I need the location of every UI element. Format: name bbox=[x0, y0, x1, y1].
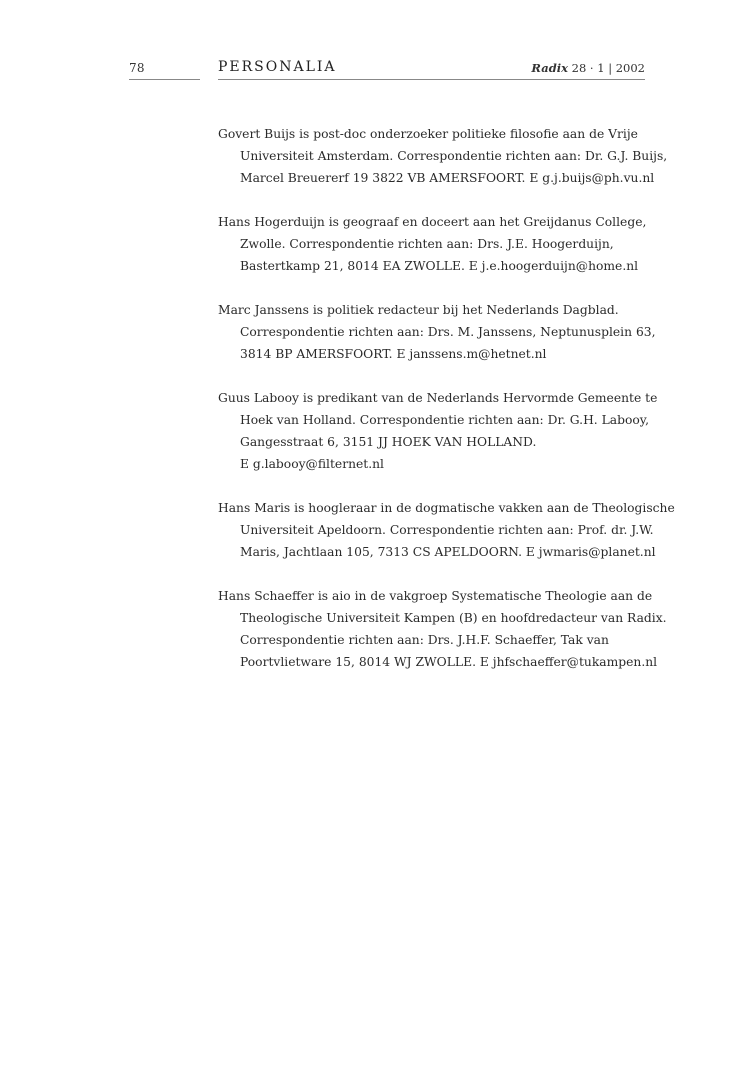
entry-line: Correspondentie richten aan: Drs. J.H.F. Schaeffer, Tak van bbox=[240, 633, 609, 647]
personalia-entry-buijs bbox=[218, 123, 668, 189]
entry-line: Universiteit Apeldoorn. Correspondentie richten aan: Prof. dr. J.W. bbox=[240, 523, 654, 537]
entry-line: Hans Hogerduijn is geograaf en doceert aan het Greijdanus College, bbox=[218, 215, 647, 229]
page-number: 78 bbox=[129, 61, 145, 75]
entry-line: Zwolle. Correspondentie richten aan: Drs. J.E. Hoogerduijn, bbox=[240, 237, 614, 251]
personalia-entry-schaeffer bbox=[218, 585, 667, 673]
personalia-entry-hogerduijn bbox=[218, 211, 648, 277]
journal-reference bbox=[531, 61, 645, 75]
personalia-entry-labooy bbox=[218, 387, 658, 475]
entry-line: Maris, Jachtlaan 105, 7313 CS APELDOORN. E jwmaris@planet.nl bbox=[240, 545, 656, 559]
entry-line: E g.labooy@filternet.nl bbox=[240, 457, 384, 471]
entry-line: Govert Buijs is post-doc onderzoeker politieke filosofie aan de Vrije bbox=[218, 127, 638, 141]
entry-line: Correspondentie richten aan: Drs. M. Janssens, Neptunusplein 63, bbox=[240, 325, 656, 339]
personalia-entry-maris bbox=[218, 497, 675, 563]
entry-line: Gangesstraat 6, 3151 JJ HOEK VAN HOLLAND. bbox=[240, 435, 537, 449]
entry-line: Guus Labooy is predikant van de Nederlands Hervormde Gemeente te bbox=[218, 391, 658, 405]
entry-line: Hans Maris is hoogleraar in de dogmatische vakken aan de Theologische bbox=[218, 501, 675, 515]
header-rule-left bbox=[129, 79, 200, 80]
header-rule-right bbox=[218, 79, 645, 80]
entry-line: Marcel Breuererf 19 3822 VB AMERSFOORT. E g.j.buijs@ph.vu.nl bbox=[240, 171, 655, 185]
personalia-entry-janssens bbox=[218, 299, 656, 365]
entry-line: Bastertkamp 21, 8014 EA ZWOLLE. E j.e.hoogerduijn@home.nl bbox=[240, 259, 639, 273]
entry-line: Theologische Universiteit Kampen (B) en hoofdredacteur van Radix. bbox=[240, 611, 667, 625]
entry-line: Universiteit Amsterdam. Correspondentie richten aan: Dr. G.J. Buijs, bbox=[240, 149, 668, 163]
entry-line: Poortvlietware 15, 8014 WJ ZWOLLE. E jhfschaeffer@tukampen.nl bbox=[240, 655, 658, 669]
entry-line: Hans Schaeffer is aio in de vakgroep Systematische Theologie aan de bbox=[218, 589, 653, 603]
section-title: PERSONALIA bbox=[218, 59, 337, 75]
entry-line: Hoek van Holland. Correspondentie richten aan: Dr. G.H. Labooy, bbox=[240, 413, 650, 427]
journal-name: Radix bbox=[531, 61, 568, 75]
entry-line: Marc Janssens is politiek redacteur bij het Nederlands Dagblad. bbox=[218, 303, 619, 317]
entry-line: 3814 BP AMERSFOORT. E janssens.m@hetnet.nl bbox=[240, 347, 547, 361]
journal-issue: 28 · 1 | 2002 bbox=[571, 61, 645, 75]
personalia-list bbox=[218, 123, 675, 695]
